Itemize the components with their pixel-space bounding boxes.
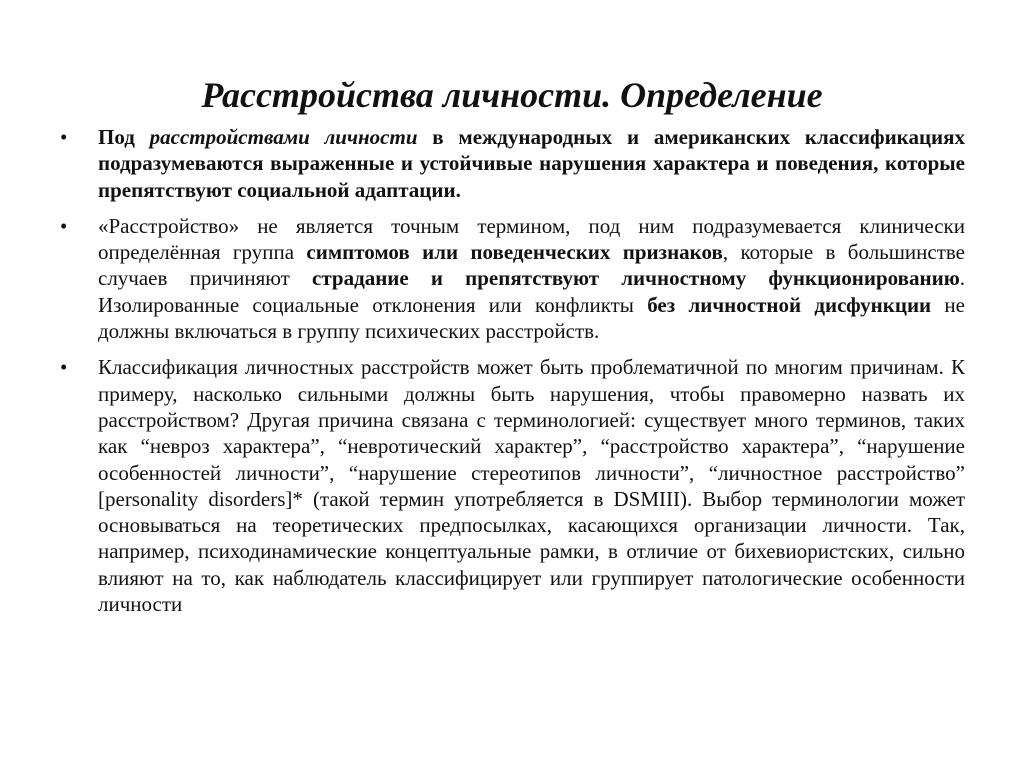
bullet-text-segment: не должны включаться в группу психических расстройств. [98, 292, 965, 344]
bullet-text-segment: «Расстройство» не является точным термином, под ним подразумевается клинически определённая группа [98, 213, 965, 265]
bullet-text-emphasis: страдание и препятствуют личностному функционированию [312, 266, 960, 291]
bullet-text-segment: , которые в большинстве случаев причиняют [98, 240, 966, 291]
bullet-text-emphasis: расстройствами личности [149, 125, 418, 149]
bullet-list [60, 124, 965, 627]
slide-title: Расстройства личности. Определение [201, 75, 823, 115]
bullet-text-emphasis: без личностной дисфункции [647, 292, 932, 317]
bullet-icon: • [60, 355, 68, 380]
bullet-item [60, 124, 965, 203]
bullet-text-emphasis: симптомов или поведенческих признаков [306, 240, 723, 265]
bullet-item [60, 213, 965, 344]
bullet-item [60, 354, 965, 617]
bullet-text-segment: Под [98, 125, 150, 149]
bullet-text-segment: Классификация личностных расстройств может быть проблематичной по многим причинам. К примеру, насколько сильными должны быть нарушения, чтобы правомерно назвать их расстройством? Другая причина связана с терминологией: существует много терминов, таких как “невроз характера”, “невротический характер”, “расстройство характера”, “нарушение особенностей личности”, “нарушение стереотипов личности”, “личностное расстройство” [personality disorders]* (такой термин употребляется в DSMIII). Выбор терминологии может основываться на теоретических предпосылках, касающихся организации личности. Так, например, психодинамические концептуальные рамки, в отличие от бихевиористских, сильно влияют на то, как наблюдатель классифицирует или группирует патологические особенности личности [98, 355, 965, 617]
bullet-icon: • [60, 125, 68, 149]
bullet-icon: • [60, 213, 68, 238]
bullet-text-segment: . Изолированные социальные отклонения или конфликты [98, 266, 965, 317]
bullet-text-segment: в международных и американских классификациях подразумеваются выраженные и устойчивые нарушения характера и поведения, которые препятствуют социальной адаптации. [98, 125, 966, 202]
